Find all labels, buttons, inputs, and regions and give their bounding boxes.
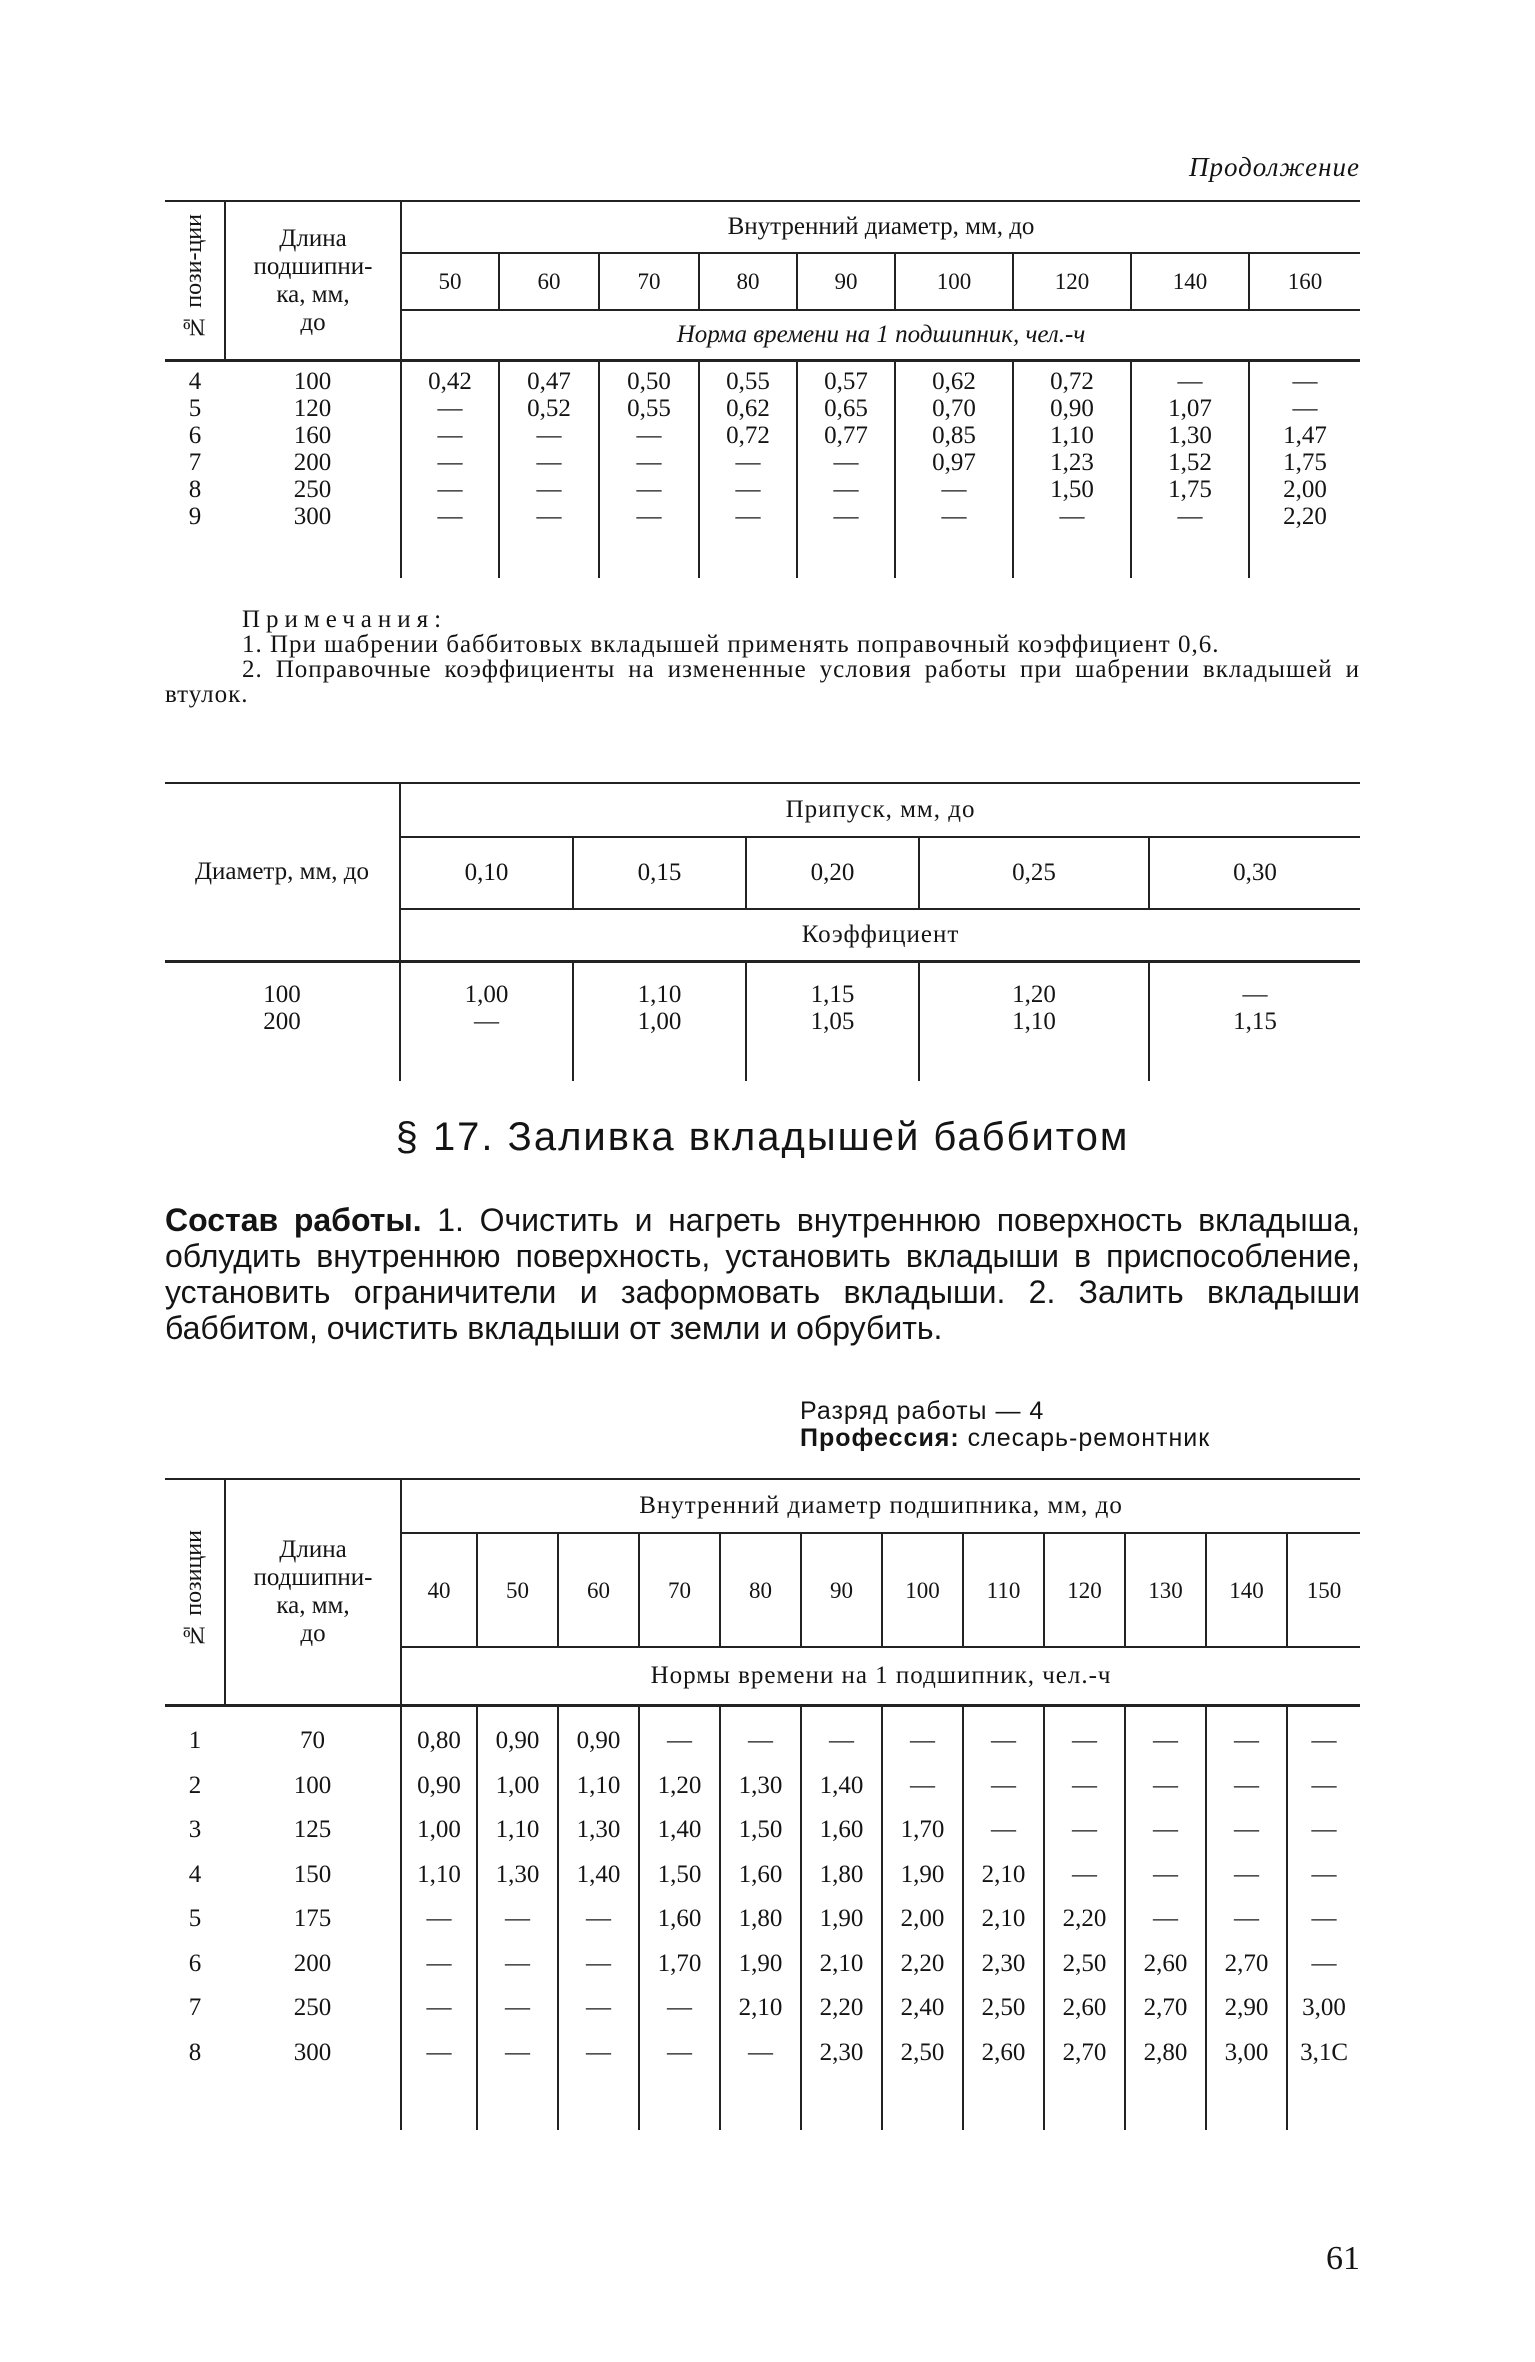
page-number: 61 [1326, 2240, 1360, 2277]
diameter-cell: 110 [963, 1533, 1044, 1647]
table-row: 7 250 — — — — 2,10 2,20 2,40 2,50 2,60 2,70 2,90 3,00 [165, 1986, 1360, 2031]
coefficient-column: — 1,15 [1149, 962, 1360, 1082]
work-composition [165, 1202, 1360, 1346]
coefficient-column: 1,10 1,00 [573, 962, 746, 1082]
note-item: 2. Поправочные коэффициенты на измененные условия работы при шабрении вкладышей и втулок. [165, 656, 1360, 708]
values-column: 0,50 0,55 — — — — [599, 361, 699, 579]
norm-header: Нормы времени на 1 подшипник, чел.-ч [401, 1647, 1360, 1706]
pos-header: № пози-ции [165, 201, 225, 361]
table-row: 2 100 0,90 1,00 1,10 1,20 1,30 1,40 — — — — — — [165, 1764, 1360, 1809]
values-column: 0,57 0,65 0,77 — — — [797, 361, 895, 579]
section-title: § 17. Заливка вкладышей баббитом [395, 1115, 1130, 1159]
coefficient-column: 1,20 1,10 [919, 962, 1149, 1082]
notes-block [165, 607, 1360, 707]
allowance-cell: 0,20 [746, 837, 919, 909]
allowance-cell: 0,10 [400, 837, 573, 909]
note-item: 1. При шабрении баббитовых вкладышей применять поправочный коэффициент 0,6. [242, 631, 1220, 658]
diameter-cell: 50 [477, 1533, 558, 1647]
diameter-cell: 140 [1131, 253, 1249, 310]
profession-line: Профессия: слесарь-ремонтник [800, 1424, 1211, 1452]
allowance-cell: 0,30 [1149, 837, 1360, 909]
diameters-cell: 100 200 [263, 981, 301, 1035]
diameter-cell: 60 [558, 1533, 639, 1647]
time-norms-table-2 [165, 1478, 1360, 2130]
table-row: 3 125 1,00 1,10 1,30 1,40 1,50 1,60 1,70 — — — — — [165, 1808, 1360, 1853]
table-row: 4 150 1,10 1,30 1,40 1,50 1,60 1,80 1,90 2,10 — — — — [165, 1853, 1360, 1898]
diameter-cell: 40 [401, 1533, 477, 1647]
lengths-cell: 100 120 160 200 250 300 [225, 361, 401, 579]
diameter-cell: 120 [1013, 253, 1131, 310]
table-row: 6 200 — — — 1,70 1,90 2,10 2,20 2,30 2,50 2,60 2,70 — [165, 1942, 1360, 1987]
coefficient-header: Коэффициент [400, 909, 1360, 962]
inner-diameter-header: Внутренний диаметр, мм, до [401, 201, 1360, 253]
notes-title: Примечания: [242, 606, 448, 633]
inner-diameter-header: Внутренний диаметр подшипника, мм, до [401, 1479, 1360, 1533]
diameter-cell: 120 [1044, 1533, 1125, 1647]
table-row: 8 300 — — — — — 2,30 2,50 2,60 2,70 2,80 3,00 3,1С [165, 2031, 1360, 2076]
pos-header: № позиции [165, 1479, 225, 1706]
values-column: 0,47 0,52 — — — — [499, 361, 599, 579]
values-column: 0,42 — — — — — [401, 361, 499, 579]
diameter-cell: 50 [401, 253, 499, 310]
length-header: Длина подшипни- ка, мм, до [225, 201, 401, 361]
diameter-cell: 80 [699, 253, 797, 310]
diameter-cell: 80 [720, 1533, 801, 1647]
grade-block [800, 1398, 1360, 1452]
allowance-cell: 0,15 [573, 837, 746, 909]
norm-header: Норма времени на 1 подшипник, чел.-ч [401, 310, 1360, 361]
work-composition-text: 1. Очистить и нагреть внутреннюю поверхность вкладыша, облудить внутреннюю поверхность, установить вкладыши в приспособление, установить ограничители и заформовать вкладыши. 2. Залить вкладыши баббитом, очистить вкладыши от земли и обрубить. [165, 1202, 1361, 1346]
values-column: — — 1,47 1,75 2,00 2,20 [1249, 361, 1360, 579]
values-column: 0,72 0,90 1,10 1,23 1,50 — [1013, 361, 1131, 579]
diameter-cell: 70 [639, 1533, 720, 1647]
coefficient-table [165, 782, 1360, 1081]
diameter-cell: 140 [1206, 1533, 1287, 1647]
diameter-cell: 100 [895, 253, 1013, 310]
table-row: 5 175 — — — 1,60 1,80 1,90 2,00 2,10 2,20 — — — [165, 1897, 1360, 1942]
diameter-cell: 90 [801, 1533, 882, 1647]
continued-label: Продолжение [1188, 152, 1360, 182]
diameter-cell: 60 [499, 253, 599, 310]
length-header: Длина подшипни- ка, мм, до [225, 1479, 401, 1706]
values-column: 0,55 0,62 0,72 — — — [699, 361, 797, 579]
allowance-cell: 0,25 [919, 837, 1149, 909]
coefficient-column: 1,15 1,05 [746, 962, 919, 1082]
diameter-cell: 70 [599, 253, 699, 310]
positions-cell: 4 5 6 7 8 9 [165, 361, 225, 579]
table-row: 1 70 0,80 0,90 0,90 — — — — — — — — — [165, 1706, 1360, 1764]
coefficient-column: 1,00 — [400, 962, 573, 1082]
work-composition-lead: Состав работы. [165, 1202, 422, 1238]
values-column: 0,62 0,70 0,85 0,97 — — [895, 361, 1013, 579]
time-norms-table-1 [165, 200, 1360, 578]
values-column: — 1,07 1,30 1,52 1,75 — [1131, 361, 1249, 579]
diameter-cell: 90 [797, 253, 895, 310]
diameter-cell: 130 [1125, 1533, 1206, 1647]
diameter-header: Диаметр, мм, до [165, 783, 400, 962]
work-grade: Разряд работы — 4 [800, 1397, 1045, 1425]
diameter-cell: 100 [882, 1533, 963, 1647]
diameter-cell: 160 [1249, 253, 1360, 310]
allowance-header: Припуск, мм, до [400, 783, 1360, 837]
diameter-cell: 150 [1287, 1533, 1360, 1647]
